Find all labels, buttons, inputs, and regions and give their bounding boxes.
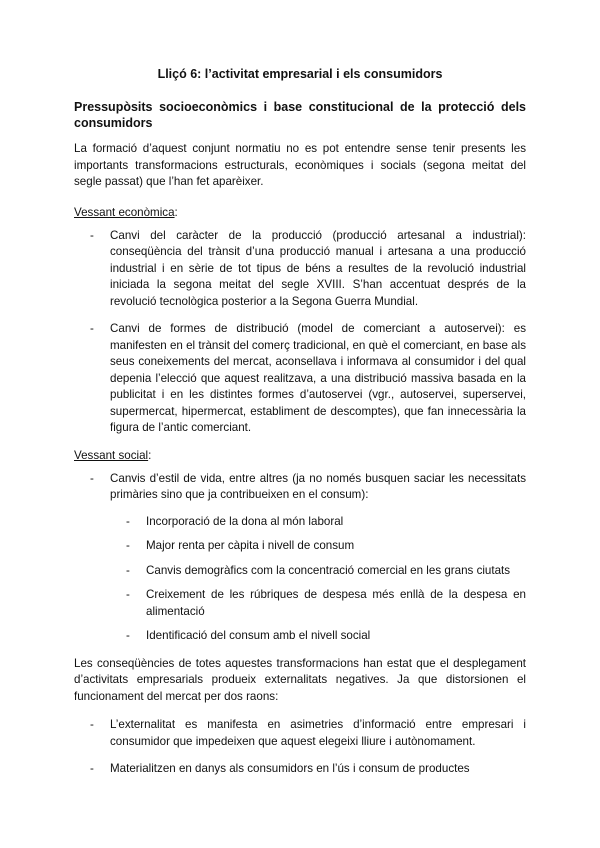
intro-paragraph: La formació d’aquest conjunt normatiu no es pot entendre sense tenir presents les importants transformacions estructurals, econòmiques i socials (segona meitat del segle passat) que l’han fet aparèixer. xyxy=(74,142,526,188)
sublist-item: - Identificació del consum amb el nivell social xyxy=(110,628,526,645)
reasons-list xyxy=(74,717,526,778)
dash-bullet: - xyxy=(126,514,130,528)
dash-bullet: - xyxy=(126,539,130,552)
social-section-label: Vessant social: xyxy=(74,448,152,462)
economic-section-label: Vessant econòmica: xyxy=(74,205,178,219)
dash-bullet: - xyxy=(90,471,94,485)
list-item: - L’externalitat es manifesta en asimetries d’informació entre empresari i consumidor que impedeixen que aquest elegeixi lliure i autònomament. xyxy=(90,718,526,748)
section-heading: Pressupòsits socioeconòmics i base constitucional de la protecció dels consumidors xyxy=(74,100,526,130)
dash-bullet: - xyxy=(90,718,94,731)
economic-list xyxy=(74,228,526,437)
lesson-title: Lliçó 6: l’activitat empresarial i els consumidors xyxy=(157,67,443,81)
dash-bullet: - xyxy=(126,563,130,577)
sublist-item: - Canvis demogràfics com la concentració comercial en les grans ciutats xyxy=(110,563,526,580)
social-sublist xyxy=(110,514,526,645)
list-item: - Materialitzen en danys als consumidors en l’ús i consum de productes xyxy=(74,761,526,778)
sublist-item: - Major renta per càpita i nivell de consum xyxy=(110,538,526,555)
list-item: - Canvi de formes de distribució (model de comerciant a autoservei): es manifesten en el trànsit del comerç tradicional, en què el comerciant, en base als seus coneixements del mercat, aconsellava i informava al consumidor i del qual depenia l’elecció que aquest realitzava, a una distribució massiva basada en la publicitat i en les distintes formes d’autoservei (vgr., autoservei, superservei, supermercat, hipermercat, establiment de descomptes), que fan innecessària la figura de l’antic comerciant. xyxy=(90,322,526,434)
dash-bullet: - xyxy=(126,629,130,642)
list-item: - Canvi del caràcter de la producció (producció artesanal a industrial): conseqüència del trànsit d’una producció manual i artesana a una producció industrial i en sèrie de tot tipus de béns a resultes de la revolució industrial iniciada la segona meitat del segle XVIII. S’han accentuat després de la revolució tecnològica posterior a la Segona Guerra Mundial. xyxy=(90,228,526,308)
sublist-item: - Incorporació de la dona al món laboral xyxy=(110,514,526,531)
dash-bullet: - xyxy=(90,322,94,335)
conclusion-paragraph: Les conseqüències de totes aquestes transformacions han estat que el desplegament d’activitats empresarials produeix externalitats negatives. Ja que distorsionen el funcionament del mercat per dos raons: xyxy=(74,656,526,703)
sublist-item: - Creixement de les rúbriques de despesa més enllà de la despesa en alimentació xyxy=(126,588,526,618)
social-list xyxy=(74,471,526,645)
dash-bullet: - xyxy=(90,228,94,242)
list-item: - Canvis d’estil de vida, entre altres (ja no només busquen saciar les necessitats primàries sino que ja contribueixen en el consum): - Incorporació de la dona al món laboral - Major renta per càpita i nivell de consum - Canvis demogràfics com la concentració comercial en les grans ciutats - Creixement de les rúbriques de despesa més enllà de la despesa en alimentació - Identificació del consum amb el nivell social xyxy=(74,471,526,645)
dash-bullet: - xyxy=(126,588,130,601)
dash-bullet: - xyxy=(90,762,94,775)
